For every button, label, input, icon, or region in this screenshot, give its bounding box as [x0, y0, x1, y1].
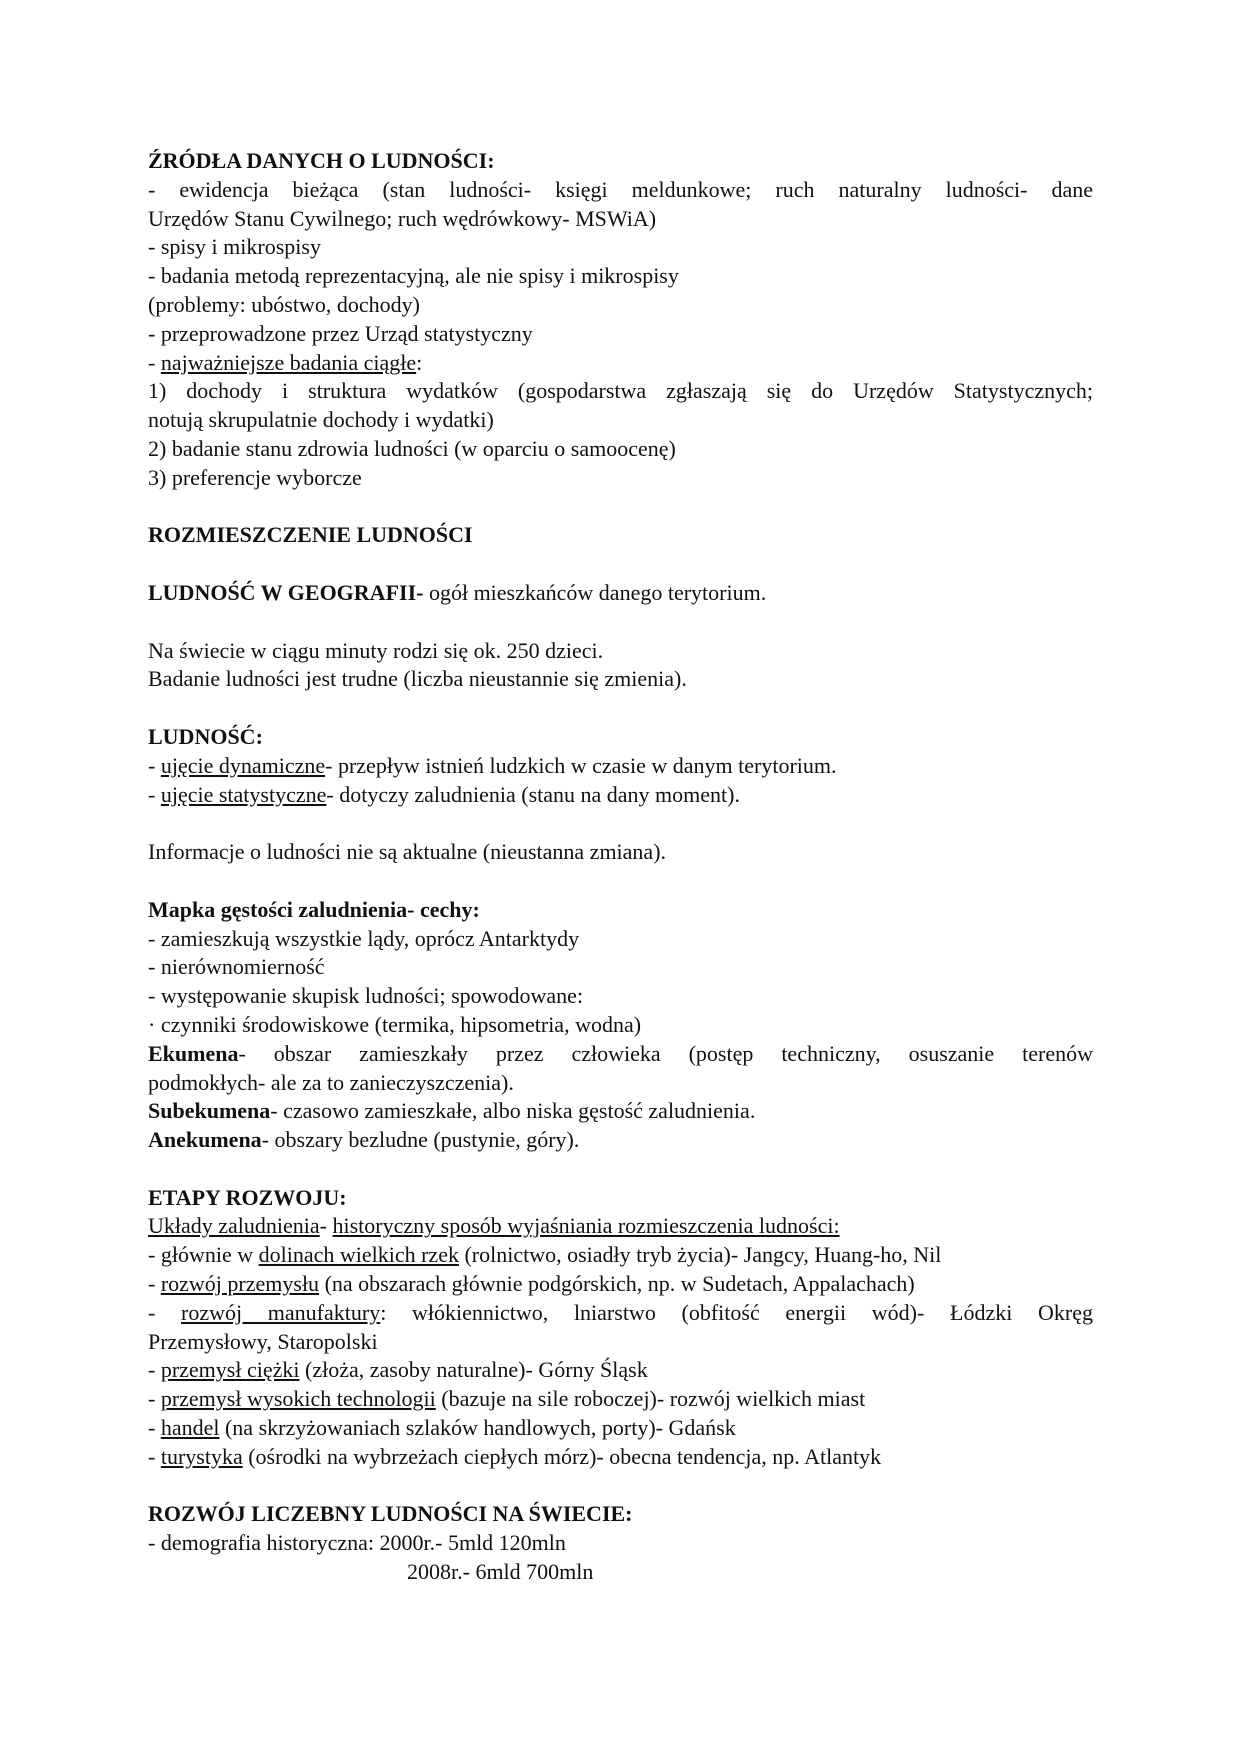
spacer: [148, 1155, 1093, 1184]
section-heading-distribution: ROZMIESZCZENIE LUDNOŚCI: [148, 522, 473, 548]
paragraph-line: - przeprowadzone przez Urząd statystyczny: [148, 320, 533, 346]
paragraph-line: - ewidencja bieżąca (stan ludności- księgi meldunkowe; ruch naturalny ludności- dane: [148, 176, 1093, 202]
list-item: - przemysł ciężki (złoża, zasoby naturalne)- Górny Śląsk: [148, 1357, 648, 1383]
list-item: - przemysł wysokich technologii (bazuje na sile roboczej)- rozwój wielkich miast: [148, 1386, 866, 1412]
underlined-term: rozwój manufaktury: [181, 1299, 381, 1325]
list-item: - turystyka (ośrodki na wybrzeżach ciepłych mórz)- obecna tendencja, np. Atlantyk: [148, 1443, 882, 1469]
paragraph-line: 1) dochody i struktura wydatków (gospodarstwa zgłaszają się do Urzędów Statystycznych;: [148, 378, 1093, 404]
underlined-term: ujęcie dynamiczne: [160, 752, 326, 778]
definition-line: LUDNOŚĆ W GEOGRAFII- ogół mieszkańców danego terytorium.: [148, 579, 767, 605]
defined-term: LUDNOŚĆ W GEOGRAFII-: [148, 579, 424, 605]
paragraph-line: (problemy: ubóstwo, dochody): [148, 291, 420, 317]
spacer: [148, 608, 1093, 637]
paragraph-line: - najważniejsze badania ciągłe:: [148, 349, 423, 375]
defined-term: Anekumena: [148, 1127, 262, 1153]
spacer: [148, 550, 1093, 579]
list-item: - demografia historyczna: 2000r.- 5mld 120mln: [148, 1530, 566, 1556]
section-heading-growth: ROZWÓJ LICZEBNY LUDNOŚCI NA ŚWIECIE:: [148, 1501, 633, 1527]
paragraph-line: notują skrupulatnie dochody i wydatki): [148, 407, 494, 433]
paragraph-line: - ujęcie dynamiczne- przepływ istnień ludzkich w czasie w danym terytorium.: [148, 752, 837, 778]
paragraph-line: - spisy i mikrospisy: [148, 234, 321, 260]
underlined-term: przemysł wysokich technologii: [160, 1386, 436, 1412]
list-item: - rozwój manufaktury: włókiennictwo, lniarstwo (obfitość energii wód)- Łódzki Okręg: [148, 1299, 1093, 1325]
defined-term: Ekumena: [148, 1040, 239, 1066]
paragraph-line: - badania metodą reprezentacyjną, ale nie spisy i mikrospisy: [148, 263, 679, 289]
spacer: [148, 809, 1093, 838]
section-heading-sources: ŹRÓDŁA DANYCH O LUDNOŚCI:: [148, 148, 495, 173]
spacer: [148, 867, 1093, 896]
list-item: - głównie w dolinach wielkich rzek (rolnictwo, osiadły tryb życia)- Jangcy, Huang-ho, Nil: [148, 1242, 942, 1268]
section-heading-map: Mapka gęstości zaludnienia- cechy:: [148, 896, 480, 922]
underlined-term: turystyka: [160, 1443, 243, 1469]
list-item: - występowanie skupisk ludności; spowodowane:: [148, 983, 584, 1009]
underlined-term: handel: [160, 1415, 220, 1441]
paragraph-line: Urzędów Stanu Cywilnego; ruch wędrówkowy- MSWiA): [148, 205, 657, 231]
spacer: [148, 694, 1093, 723]
definition-line: Subekumena- czasowo zamieszkałe, albo niska gęstość zaludnienia.: [148, 1098, 756, 1124]
underlined-term: dolinach wielkich rzek: [258, 1242, 459, 1268]
list-item: - zamieszkują wszystkie lądy, oprócz Antarktydy: [148, 925, 580, 951]
definition-line: Anekumena- obszary bezludne (pustynie, góry).: [148, 1127, 580, 1153]
underlined-term: ujęcie statystyczne: [160, 781, 327, 807]
definition-line: Ekumena- obszar zamieszkały przez człowieka (postęp techniczny, osuszanie terenów: [148, 1040, 1093, 1066]
paragraph-line: Informacje o ludności nie są aktualne (nieustanna zmiana).: [148, 839, 667, 865]
list-item: · czynniki środowiskowe (termika, hipsometria, wodna): [148, 1011, 642, 1037]
spacer: [148, 493, 1093, 522]
underlined-term: przemysł ciężki: [160, 1357, 300, 1383]
underlined-term: historyczny sposób wyjaśniania rozmieszczenia ludności:: [332, 1213, 840, 1239]
paragraph-line: 2) badanie stanu zdrowia ludności (w oparciu o samoocenę): [148, 435, 676, 461]
paragraph-line: podmokłych- ale za to zanieczyszczenia).: [148, 1069, 514, 1095]
list-item: 2008r.- 6mld 700mln: [407, 1559, 594, 1585]
paragraph-line: 3) preferencje wyborcze: [148, 464, 362, 490]
underlined-term: Układy zaludnienia: [148, 1213, 320, 1239]
paragraph-line: Badanie ludności jest trudne (liczba nieustannie się zmienia).: [148, 666, 687, 692]
section-heading-stages: ETAPY ROZWOJU:: [148, 1184, 347, 1210]
paragraph-line: Przemysłowy, Staropolski: [148, 1328, 378, 1354]
underlined-term: rozwój przemysłu: [160, 1271, 320, 1297]
paragraph-line: - ujęcie statystyczne- dotyczy zaludnienia (stanu na dany moment).: [148, 781, 740, 807]
spacer: [148, 1472, 1093, 1501]
list-item: - rozwój przemysłu (na obszarach głównie podgórskich, np. w Sudetach, Appalachach): [148, 1271, 915, 1297]
list-item: - handel (na skrzyżowaniach szlaków handlowych, porty)- Gdańsk: [148, 1415, 736, 1441]
section-heading-population: LUDNOŚĆ:: [148, 723, 263, 749]
defined-term: Subekumena: [148, 1098, 271, 1124]
paragraph-line: Na świecie w ciągu minuty rodzi się ok. 250 dzieci.: [148, 637, 604, 663]
underlined-term: najważniejsze badania ciągłe: [160, 349, 417, 375]
paragraph-line: Układy zaludnienia- historyczny sposób wyjaśniania rozmieszczenia ludności:: [148, 1213, 840, 1239]
document-page: [148, 147, 1093, 1587]
list-item: - nierównomierność: [148, 954, 325, 980]
